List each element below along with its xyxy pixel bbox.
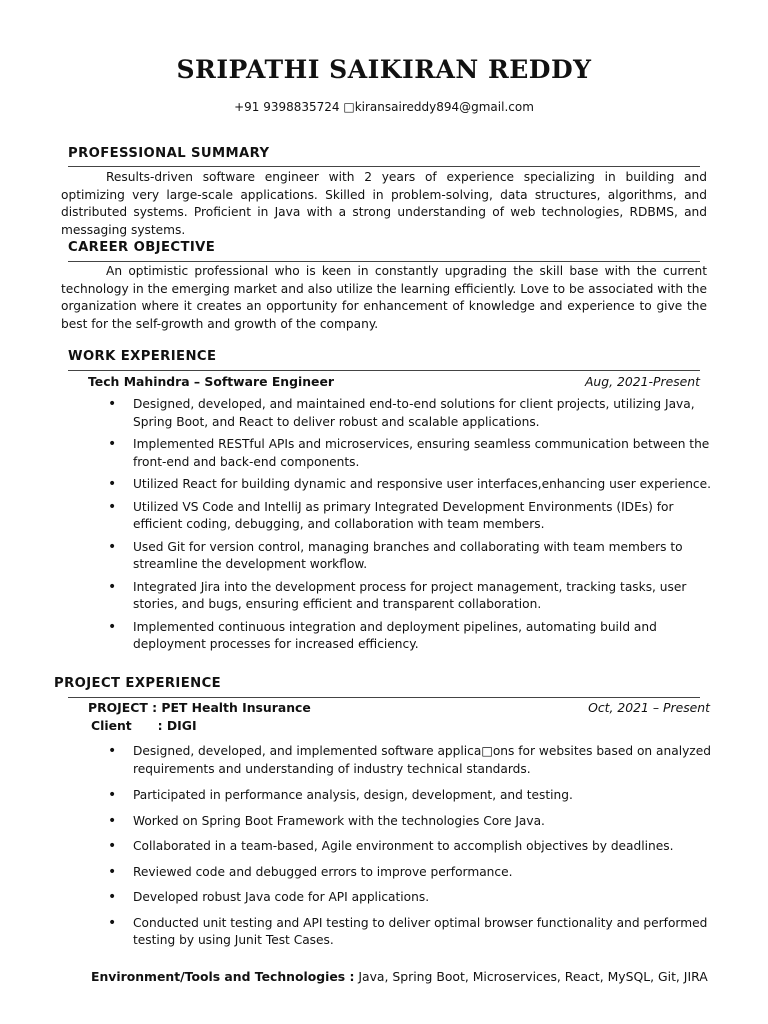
project-entry-header [88, 700, 710, 718]
work-divider [68, 370, 700, 371]
work-bullet-list [105, 396, 715, 659]
project-client: Client : DIGI [91, 718, 197, 733]
work-entry-header [88, 374, 700, 392]
work-heading: WORK EXPERIENCE [68, 349, 217, 364]
list-item: • Designed, developed, and maintained end-to-end solutions for client projects, utilizing Java, Spring Boot, and React to deliver robust and scalable applications. [105, 396, 715, 431]
candidate-name: SRIPATHI SAIKIRAN REDDY [176, 55, 592, 84]
list-item: • Participated in performance analysis, design, development, and testing. [105, 787, 715, 805]
objective-heading: CAREER OBJECTIVE [68, 240, 216, 255]
project-bullet-list [105, 743, 715, 955]
list-item: • Designed, developed, and implemented software applica□ons for websites based on analyzed requirements and understanding of industry technical standards. [105, 743, 715, 778]
objective-divider [68, 261, 700, 262]
project-heading: PROJECT EXPERIENCE [54, 676, 222, 691]
list-item: • Developed robust Java code for API applications. [105, 889, 715, 907]
list-item: • Worked on Spring Boot Framework with the technologies Core Java. [105, 813, 715, 831]
list-item: • Implemented continuous integration and deployment pipelines, automating build and deployment processes for increased efficiency. [105, 619, 715, 654]
environment-value: Java, Spring Boot, Microservices, React, MySQL, Git, JIRA [354, 969, 708, 984]
objective-text: An optimistic professional who is keen in constantly upgrading the skill base with the current technology in the emerging market and also utilize the learning efficiently. Love to be associated with the organization where it creates an opportunity for enhancement of knowledge and experience to give the best for the self-growth and growth of the company. [61, 264, 707, 331]
summary-text: Results-driven software engineer with 2 years of experience specializing in building and optimizing very large-scale applications. Skilled in problem-solving, data structures, algorithms, and distributed systems. Proficient in Java with a strong understanding of web technologies, RDBMS, and messaging systems. [61, 170, 707, 237]
list-item: • Reviewed code and debugged errors to improve performance. [105, 864, 715, 882]
project-title: PROJECT : PET Health Insurance [88, 700, 311, 715]
summary-divider [68, 166, 700, 167]
work-title: Tech Mahindra – Software Engineer [88, 374, 334, 389]
environment-label: Environment/Tools and Technologies : [91, 969, 355, 984]
list-item: • Utilized React for building dynamic and responsive user interfaces,enhancing user experience. [105, 476, 715, 494]
list-item: • Conducted unit testing and API testing to deliver optimal browser functionality and performed testing by using Junit Test Cases. [105, 915, 715, 950]
project-divider [68, 697, 700, 698]
list-item: • Used Git for version control, managing branches and collaborating with team members to streamline the development workflow. [105, 539, 715, 574]
list-item: • Collaborated in a team-based, Agile environment to accomplish objectives by deadlines. [105, 838, 715, 856]
contact-line: +91 9398835724 □kiransaireddy894@gmail.com [234, 100, 534, 114]
project-date: Oct, 2021 – Present [588, 700, 710, 715]
list-item: • Integrated Jira into the development process for project management, tracking tasks, user stories, and bugs, ensuring efficient and transparent collaboration. [105, 579, 715, 614]
list-item: • Utilized VS Code and IntelliJ as primary Integrated Development Environments (IDEs) for efficient coding, debugging, and collaboration with team members. [105, 499, 715, 534]
environment-line [91, 969, 708, 984]
work-date: Aug, 2021-Present [584, 374, 700, 389]
summary-heading: PROFESSIONAL SUMMARY [68, 146, 270, 161]
list-item: • Implemented RESTful APIs and microservices, ensuring seamless communication between the front-end and back-end components. [105, 436, 715, 471]
